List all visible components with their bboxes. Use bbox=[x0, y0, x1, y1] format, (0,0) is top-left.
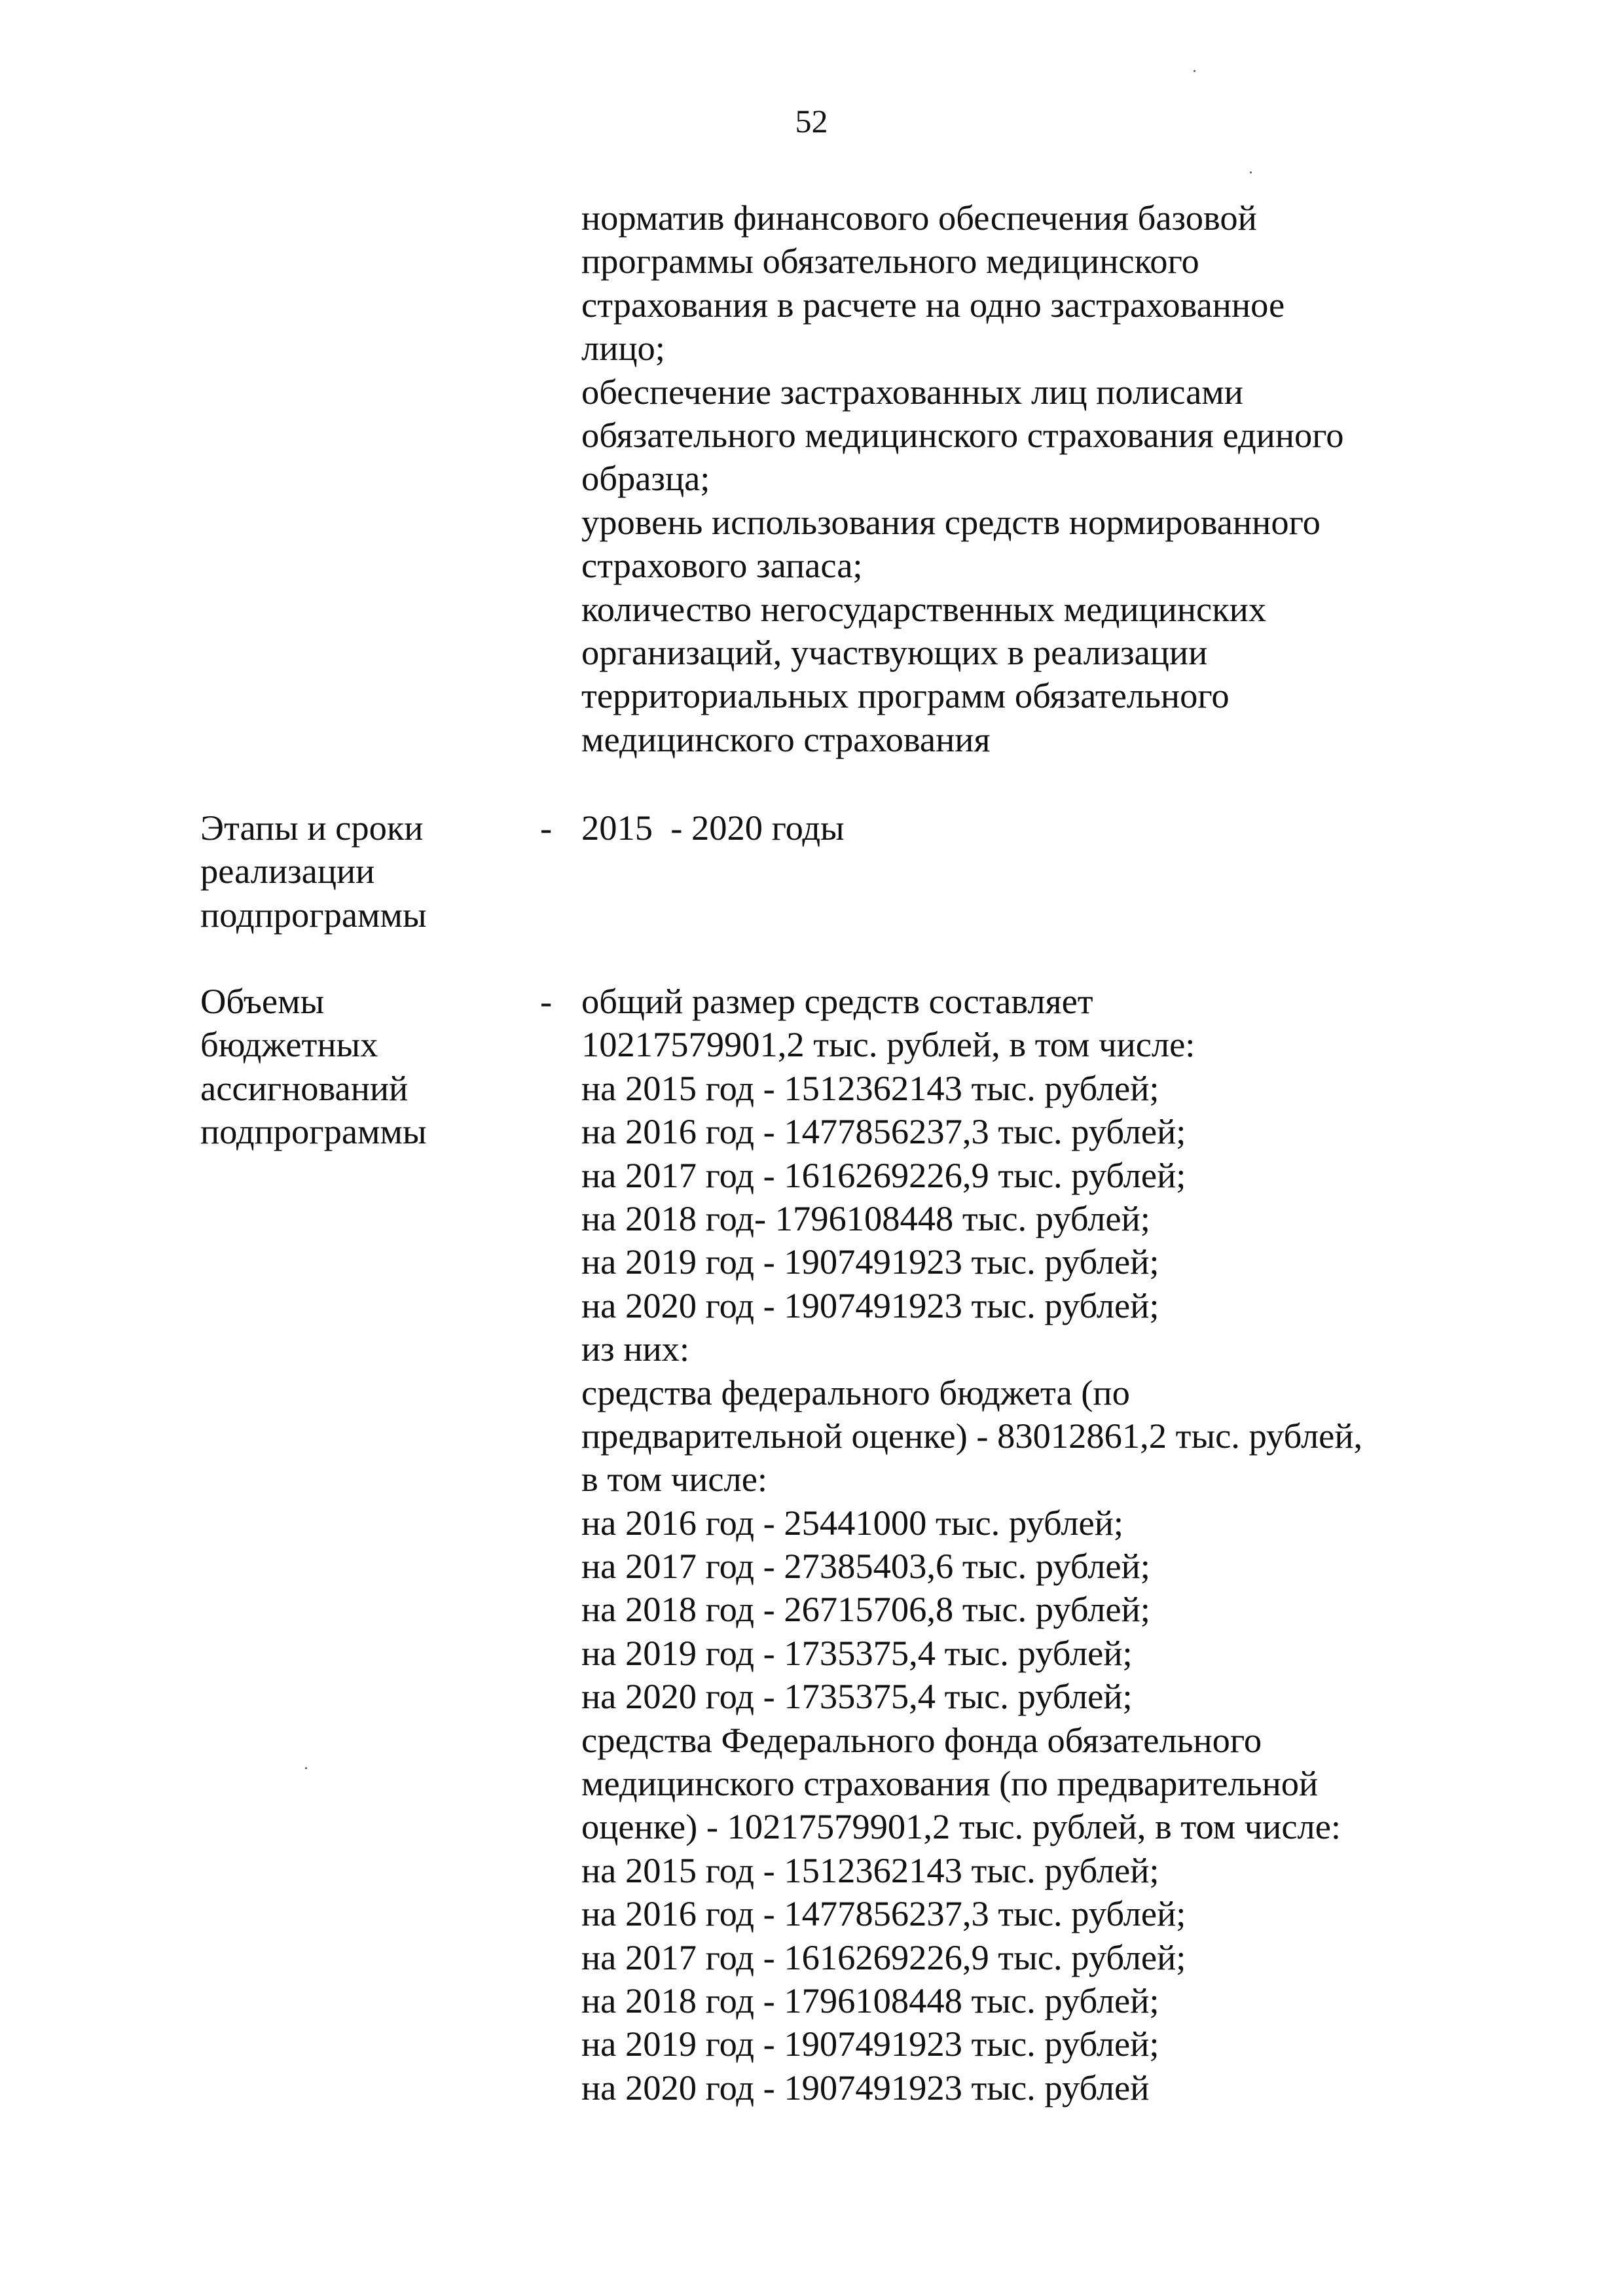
value-line: на 2018 год - 1796108448 тыс. рублей; bbox=[581, 1980, 1159, 2020]
text-line: медицинского страхования bbox=[581, 719, 991, 759]
scan-speck bbox=[1194, 70, 1195, 72]
stages-dash: - bbox=[540, 808, 553, 848]
value-line: на 2020 год - 1735375,4 тыс. рублей; bbox=[581, 1676, 1133, 1717]
value-line: на 2016 год - 1477856237,3 тыс. рублей; bbox=[581, 1893, 1186, 1934]
value-line: 2015 - 2020 годы bbox=[581, 808, 845, 848]
value-line: общий размер средств составляет bbox=[581, 981, 1093, 1021]
value-line: на 2018 год - 26715706,8 тыс. рублей; bbox=[581, 1589, 1150, 1630]
value-line: на 2015 год - 1512362143 тыс. рублей; bbox=[581, 1850, 1159, 1890]
text-line: лицо; bbox=[581, 328, 665, 368]
value-line: 10217579901,2 тыс. рублей, в том числе: bbox=[581, 1024, 1195, 1065]
text-line: организаций, участвующих в реализации bbox=[581, 632, 1208, 672]
label-line: Этапы и сроки bbox=[200, 808, 424, 848]
value-line: средства федерального бюджета (по bbox=[581, 1372, 1130, 1412]
text-line: норматив финансового обеспечения базовой bbox=[581, 198, 1257, 238]
value-line: средства Федерального фонда обязательного bbox=[581, 1719, 1262, 1760]
value-line: на 2016 год - 25441000 тыс. рублей; bbox=[581, 1502, 1124, 1543]
value-line: на 2017 год - 1616269226,9 тыс. рублей; bbox=[581, 1937, 1186, 1977]
value-line: на 2019 год - 1907491923 тыс. рублей; bbox=[581, 1242, 1159, 1282]
value-line: на 2017 год - 27385403,6 тыс. рублей; bbox=[581, 1546, 1150, 1587]
label-line: ассигнований bbox=[200, 1067, 409, 1108]
indicators-continuation bbox=[581, 196, 1511, 761]
stages-label bbox=[200, 806, 528, 937]
value-line: оценке) - 10217579901,2 тыс. рублей, в том числе: bbox=[581, 1806, 1341, 1847]
budget-dash: - bbox=[540, 981, 553, 1021]
text-line: обеспечение застрахованных лиц полисами bbox=[581, 371, 1243, 412]
budget-label bbox=[200, 980, 528, 1154]
text-line: обязательного медицинского страхования единого bbox=[581, 414, 1344, 455]
label-line: подпрограммы bbox=[200, 894, 427, 935]
value-line: медицинского страхования (по предварительной bbox=[581, 1763, 1319, 1804]
text-line: образца; bbox=[581, 458, 710, 499]
value-line: предварительной оценке) - 83012861,2 тыс. рублей, bbox=[581, 1415, 1363, 1456]
value-line: на 2015 год - 1512362143 тыс. рублей; bbox=[581, 1067, 1159, 1108]
value-line: на 2017 год - 1616269226,9 тыс. рублей; bbox=[581, 1155, 1186, 1195]
scan-speck bbox=[1250, 171, 1252, 173]
value-line: на 2016 год - 1477856237,3 тыс. рублей; bbox=[581, 1111, 1186, 1152]
label-line: реализации bbox=[200, 851, 375, 891]
value-line: на 2020 год - 1907491923 тыс. рублей bbox=[581, 2067, 1150, 2108]
text-line: программы обязательного медицинского bbox=[581, 241, 1199, 281]
text-line: страхового запаса; bbox=[581, 545, 863, 586]
text-line: количество негосударственных медицинских bbox=[581, 588, 1267, 629]
scan-speck bbox=[305, 1767, 307, 1769]
value-line: на 2019 год - 1735375,4 тыс. рублей; bbox=[581, 1632, 1133, 1673]
label-line: Объемы bbox=[200, 981, 325, 1021]
value-line: из них: bbox=[581, 1329, 690, 1369]
value-line: на 2018 год- 1796108448 тыс. рублей; bbox=[581, 1198, 1150, 1238]
label-line: подпрограммы bbox=[200, 1111, 427, 1152]
text-line: территориальных программ обязательного bbox=[581, 675, 1230, 716]
page-number: 52 bbox=[795, 103, 828, 139]
budget-value bbox=[581, 980, 1511, 2109]
label-line: бюджетных bbox=[200, 1024, 378, 1065]
value-line: в том числе: bbox=[581, 1459, 768, 1499]
stages-value bbox=[581, 806, 1511, 850]
value-line: на 2020 год - 1907491923 тыс. рублей; bbox=[581, 1285, 1159, 1325]
text-line: уровень использования средств нормированного bbox=[581, 501, 1321, 542]
value-line: на 2019 год - 1907491923 тыс. рублей; bbox=[581, 2024, 1159, 2064]
text-line: страхования в расчете на одно застрахованное bbox=[581, 284, 1285, 325]
